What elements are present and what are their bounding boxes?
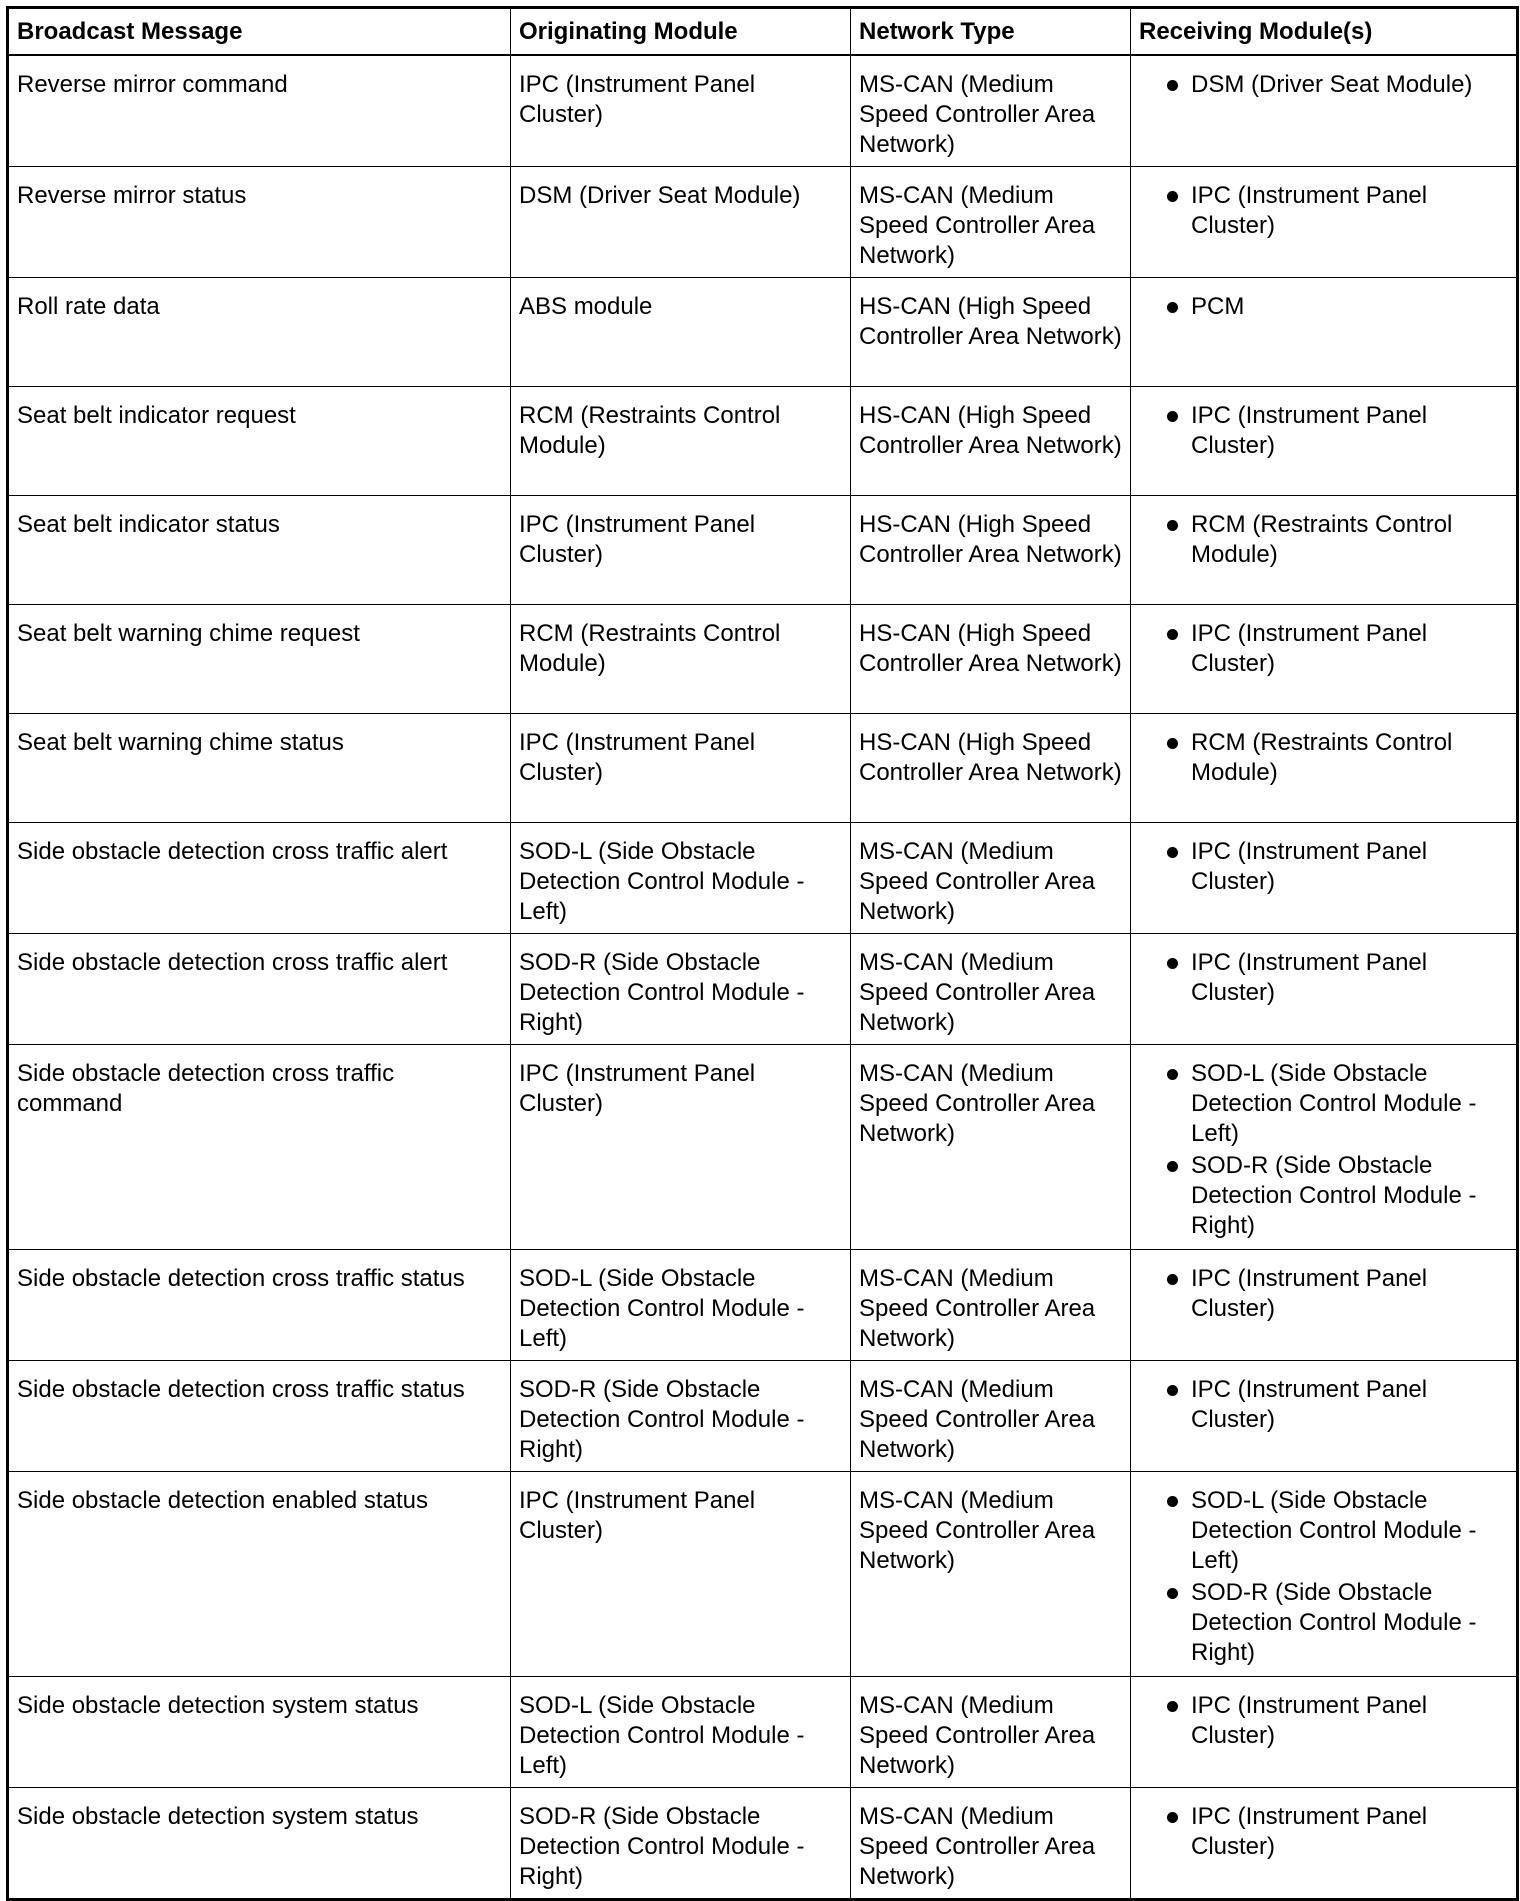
bullet-icon: [1167, 1812, 1178, 1823]
network-cell: HS-CAN (High Speed Controller Area Network): [851, 495, 1131, 604]
bullet-icon: [1167, 191, 1178, 202]
bullet-icon: [1167, 411, 1178, 422]
receivers-cell: [1131, 822, 1518, 933]
bullet-icon: [1167, 302, 1178, 313]
receiver-label: IPC (Instrument Panel Cluster): [1191, 1264, 1428, 1322]
message-cell: Seat belt indicator status: [8, 495, 511, 604]
message-cell: Side obstacle detection cross traffic command: [8, 1044, 511, 1249]
message-cell: Side obstacle detection cross traffic status: [8, 1360, 511, 1471]
receivers-cell: [1131, 1360, 1518, 1471]
receiver-label: RCM (Restraints Control Module): [1191, 510, 1453, 568]
header-row: [8, 8, 1518, 55]
receivers-list: [1139, 70, 1508, 100]
receivers-cell: [1131, 1044, 1518, 1249]
network-cell: MS-CAN (Medium Speed Controller Area Network): [851, 55, 1131, 167]
header-broadcast-message: Broadcast Message: [8, 8, 511, 55]
network-cell: MS-CAN (Medium Speed Controller Area Network): [851, 1471, 1131, 1676]
list-item: [1139, 292, 1508, 322]
network-cell: HS-CAN (High Speed Controller Area Network): [851, 386, 1131, 495]
list-item: [1139, 1264, 1508, 1324]
origin-cell: IPC (Instrument Panel Cluster): [511, 495, 851, 604]
list-item: [1139, 1578, 1508, 1668]
list-item: [1139, 1486, 1508, 1576]
message-cell: Side obstacle detection system status: [8, 1787, 511, 1899]
receivers-list: [1139, 948, 1508, 1008]
receivers-list: [1139, 1486, 1508, 1668]
list-item: [1139, 948, 1508, 1008]
receivers-list: [1139, 510, 1508, 570]
table-row: [8, 1471, 1518, 1676]
receiver-label: IPC (Instrument Panel Cluster): [1191, 401, 1428, 459]
receivers-list: [1139, 728, 1508, 788]
origin-cell: IPC (Instrument Panel Cluster): [511, 1044, 851, 1249]
receivers-cell: [1131, 495, 1518, 604]
table-row: [8, 933, 1518, 1044]
table-row: [8, 1787, 1518, 1899]
table-row: [8, 55, 1518, 167]
origin-cell: SOD-R (Side Obstacle Detection Control Module - Right): [511, 933, 851, 1044]
table-row: [8, 604, 1518, 713]
origin-cell: SOD-L (Side Obstacle Detection Control Module - Left): [511, 822, 851, 933]
receivers-cell: [1131, 1787, 1518, 1899]
origin-cell: IPC (Instrument Panel Cluster): [511, 1471, 851, 1676]
header-originating-module: Originating Module: [511, 8, 851, 55]
table-row: [8, 386, 1518, 495]
message-cell: Side obstacle detection cross traffic alert: [8, 822, 511, 933]
receiver-label: IPC (Instrument Panel Cluster): [1191, 1802, 1428, 1860]
receiver-label: RCM (Restraints Control Module): [1191, 728, 1453, 786]
list-item: [1139, 510, 1508, 570]
receiver-label: DSM (Driver Seat Module): [1191, 70, 1473, 98]
receivers-cell: [1131, 933, 1518, 1044]
origin-cell: DSM (Driver Seat Module): [511, 166, 851, 277]
table-row: [8, 166, 1518, 277]
receiver-label: IPC (Instrument Panel Cluster): [1191, 948, 1428, 1006]
message-cell: Seat belt warning chime request: [8, 604, 511, 713]
origin-cell: RCM (Restraints Control Module): [511, 386, 851, 495]
receiver-label: IPC (Instrument Panel Cluster): [1191, 619, 1428, 677]
network-cell: MS-CAN (Medium Speed Controller Area Network): [851, 933, 1131, 1044]
list-item: [1139, 1375, 1508, 1435]
network-cell: HS-CAN (High Speed Controller Area Network): [851, 277, 1131, 386]
receivers-cell: [1131, 1676, 1518, 1787]
network-cell: MS-CAN (Medium Speed Controller Area Network): [851, 1787, 1131, 1899]
bullet-icon: [1167, 629, 1178, 640]
receivers-cell: [1131, 604, 1518, 713]
network-cell: HS-CAN (High Speed Controller Area Network): [851, 713, 1131, 822]
list-item: [1139, 181, 1508, 241]
header-receiving-modules: Receiving Module(s): [1131, 8, 1518, 55]
receivers-cell: [1131, 713, 1518, 822]
origin-cell: SOD-R (Side Obstacle Detection Control Module - Right): [511, 1360, 851, 1471]
receivers-list: [1139, 837, 1508, 897]
list-item: [1139, 1691, 1508, 1751]
message-cell: Seat belt indicator request: [8, 386, 511, 495]
table-row: [8, 1044, 1518, 1249]
table-row: [8, 713, 1518, 822]
receiver-label: SOD-R (Side Obstacle Detection Control Module - Right): [1191, 1578, 1477, 1666]
origin-cell: ABS module: [511, 277, 851, 386]
bullet-icon: [1167, 847, 1178, 858]
list-item: [1139, 1802, 1508, 1862]
bullet-icon: [1167, 1385, 1178, 1396]
receivers-list: [1139, 1802, 1508, 1862]
origin-cell: RCM (Restraints Control Module): [511, 604, 851, 713]
bullet-icon: [1167, 958, 1178, 969]
message-cell: Reverse mirror status: [8, 166, 511, 277]
bullet-icon: [1167, 1701, 1178, 1712]
network-cell: MS-CAN (Medium Speed Controller Area Network): [851, 822, 1131, 933]
receivers-list: [1139, 1059, 1508, 1241]
origin-cell: SOD-R (Side Obstacle Detection Control Module - Right): [511, 1787, 851, 1899]
receivers-list: [1139, 619, 1508, 679]
message-cell: Roll rate data: [8, 277, 511, 386]
list-item: [1139, 619, 1508, 679]
list-item: [1139, 1059, 1508, 1149]
table-row: [8, 1360, 1518, 1471]
receiver-label: IPC (Instrument Panel Cluster): [1191, 1375, 1428, 1433]
message-cell: Side obstacle detection system status: [8, 1676, 511, 1787]
table-body: [8, 55, 1518, 1900]
table-header: [8, 8, 1518, 55]
network-cell: MS-CAN (Medium Speed Controller Area Network): [851, 1044, 1131, 1249]
bullet-icon: [1167, 520, 1178, 531]
message-cell: Side obstacle detection enabled status: [8, 1471, 511, 1676]
origin-cell: SOD-L (Side Obstacle Detection Control Module - Left): [511, 1676, 851, 1787]
network-cell: MS-CAN (Medium Speed Controller Area Network): [851, 166, 1131, 277]
table-row: [8, 277, 1518, 386]
receivers-list: [1139, 1264, 1508, 1324]
receivers-list: [1139, 1691, 1508, 1751]
list-item: [1139, 728, 1508, 788]
receiver-label: PCM: [1191, 292, 1245, 320]
receivers-cell: [1131, 55, 1518, 167]
bullet-icon: [1167, 1069, 1178, 1080]
receivers-cell: [1131, 386, 1518, 495]
receivers-cell: [1131, 166, 1518, 277]
bullet-icon: [1167, 1274, 1178, 1285]
header-network-type: Network Type: [851, 8, 1131, 55]
table-row: [8, 1249, 1518, 1360]
network-cell: MS-CAN (Medium Speed Controller Area Network): [851, 1360, 1131, 1471]
receiver-label: IPC (Instrument Panel Cluster): [1191, 1691, 1428, 1749]
list-item: [1139, 401, 1508, 461]
receiver-label: SOD-L (Side Obstacle Detection Control Module - Left): [1191, 1486, 1477, 1574]
origin-cell: SOD-L (Side Obstacle Detection Control Module - Left): [511, 1249, 851, 1360]
receivers-list: [1139, 401, 1508, 461]
table-row: [8, 1676, 1518, 1787]
network-cell: MS-CAN (Medium Speed Controller Area Network): [851, 1676, 1131, 1787]
receiver-label: IPC (Instrument Panel Cluster): [1191, 181, 1428, 239]
table-row: [8, 495, 1518, 604]
broadcast-message-table: [6, 6, 1519, 1901]
list-item: [1139, 1151, 1508, 1241]
origin-cell: IPC (Instrument Panel Cluster): [511, 713, 851, 822]
bullet-icon: [1167, 1496, 1178, 1507]
receivers-list: [1139, 1375, 1508, 1435]
receivers-list: [1139, 181, 1508, 241]
receiver-label: IPC (Instrument Panel Cluster): [1191, 837, 1428, 895]
receiver-label: SOD-R (Side Obstacle Detection Control Module - Right): [1191, 1151, 1477, 1239]
bullet-icon: [1167, 1588, 1178, 1599]
network-cell: MS-CAN (Medium Speed Controller Area Network): [851, 1249, 1131, 1360]
origin-cell: IPC (Instrument Panel Cluster): [511, 55, 851, 167]
list-item: [1139, 837, 1508, 897]
receiver-label: SOD-L (Side Obstacle Detection Control Module - Left): [1191, 1059, 1477, 1147]
list-item: [1139, 70, 1508, 100]
message-cell: Side obstacle detection cross traffic status: [8, 1249, 511, 1360]
bullet-icon: [1167, 738, 1178, 749]
receivers-cell: [1131, 277, 1518, 386]
receivers-cell: [1131, 1249, 1518, 1360]
receivers-list: [1139, 292, 1508, 322]
receivers-cell: [1131, 1471, 1518, 1676]
bullet-icon: [1167, 1161, 1178, 1172]
bullet-icon: [1167, 80, 1178, 91]
message-cell: Seat belt warning chime status: [8, 713, 511, 822]
table-row: [8, 822, 1518, 933]
message-cell: Side obstacle detection cross traffic alert: [8, 933, 511, 1044]
message-cell: Reverse mirror command: [8, 55, 511, 167]
network-cell: HS-CAN (High Speed Controller Area Network): [851, 604, 1131, 713]
